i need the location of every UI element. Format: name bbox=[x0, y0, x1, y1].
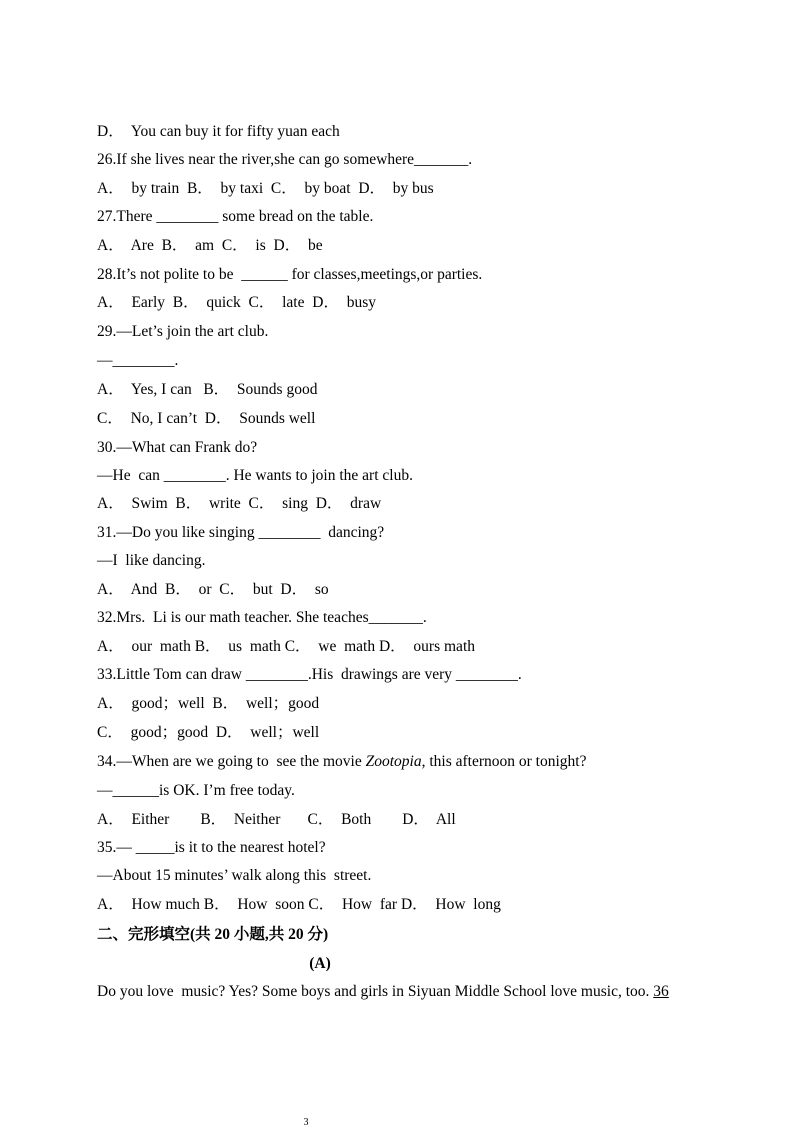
movie-title: Zootopia bbox=[365, 753, 422, 770]
question-30: 30.—What can Frank do? bbox=[97, 439, 258, 456]
question-31-response: —I like dancing. bbox=[97, 552, 206, 569]
question-31: 31.—Do you like singing ________ dancing? bbox=[97, 524, 385, 541]
question-35-options: A． How much B． How soon C． How far D． How long bbox=[97, 896, 501, 913]
question-33-options-ab: A． good；well B． well；good bbox=[97, 695, 320, 712]
question-28: 28.It’s not polite to be ______ for classes,meetings,or parties. bbox=[97, 266, 483, 283]
question-33: 33.Little Tom can draw ________.His drawings are very ________. bbox=[97, 666, 522, 683]
passage-first-line bbox=[97, 982, 669, 1002]
passage-text: Do you love music? Yes? Some boys and girls in Siyuan Middle School love music, too. bbox=[97, 983, 654, 1000]
passage-label: (A) bbox=[309, 955, 331, 972]
question-28-options: A． Early B． quick C． late D． busy bbox=[97, 294, 376, 311]
question-34-options: A． Either B． Neither C． Both D． All bbox=[97, 811, 456, 828]
question-27-options: A． Are B． am C． is D． be bbox=[97, 237, 323, 254]
question-33-options-cd: C． good；good D． well；well bbox=[97, 724, 320, 741]
question-32-options: A． our math B． us math C． we math D． ours math bbox=[97, 638, 475, 655]
question-29-response: —________. bbox=[97, 352, 179, 369]
section-heading: 二、完形填空(共 20 小题,共 20 分) bbox=[97, 926, 329, 943]
question-29-options-ab: A． Yes, I can B． Sounds good bbox=[97, 381, 318, 398]
question-29: 29.—Let’s join the art club. bbox=[97, 323, 269, 340]
page-number: 3 bbox=[303, 1117, 309, 1128]
blank-number-36: 36 bbox=[653, 983, 669, 1000]
question-26: 26.If she lives near the river,she can go somewhere_______. bbox=[97, 151, 473, 168]
question-27: 27.There ________ some bread on the table. bbox=[97, 208, 374, 225]
question-32: 32.Mrs. Li is our math teacher. She teaches_______. bbox=[97, 609, 427, 626]
question-31-options: A． And B． or C． but D． so bbox=[97, 581, 329, 598]
question-30-options: A． Swim B． write C． sing D． draw bbox=[97, 495, 382, 512]
question-35-response: —About 15 minutes’ walk along this street. bbox=[97, 867, 372, 884]
question-30-response: —He can ________. He wants to join the art club. bbox=[97, 467, 413, 484]
question-35: 35.— _____is it to the nearest hotel? bbox=[97, 839, 326, 856]
question-25-option-d: D． You can buy it for fifty yuan each bbox=[97, 123, 340, 140]
question-34 bbox=[97, 752, 586, 772]
question-29-options-cd: C． No, I can’t D． Sounds well bbox=[97, 410, 316, 427]
question-34-after: , this afternoon or tonight? bbox=[421, 753, 587, 770]
question-26-options: A． by train B． by taxi C． by boat D． by bus bbox=[97, 180, 434, 197]
question-34-before: 34.—When are we going to see the movie bbox=[97, 753, 366, 770]
question-34-response: —______is OK. I’m free today. bbox=[97, 782, 295, 799]
